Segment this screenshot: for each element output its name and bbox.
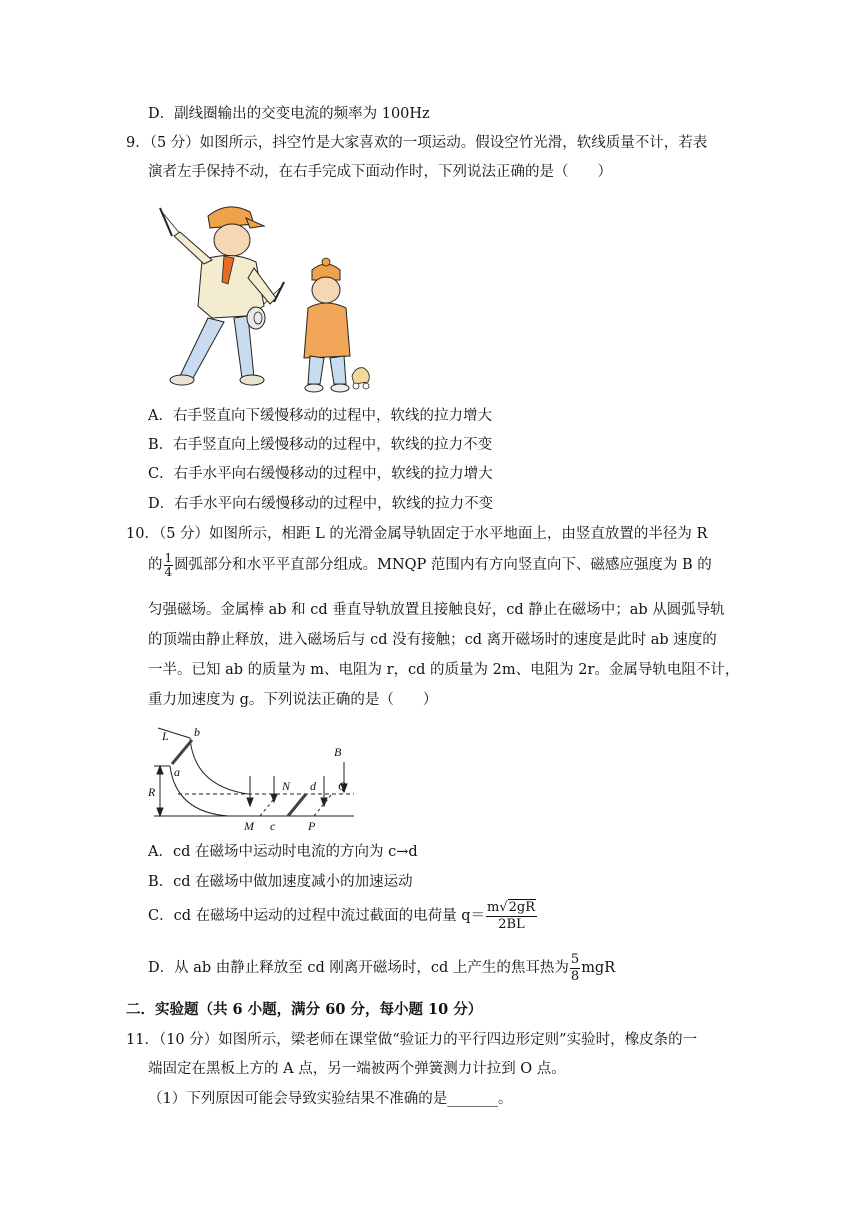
q9-option-d: D．右手水平向右缓慢移动的过程中，软线的拉力不变 <box>148 496 494 512</box>
q11-stem-line1: 11．（10 分）如图所示，梁老师在课堂做“验证力的平行四边形定则”实验时，橡皮条的一 <box>126 1032 698 1048</box>
q10-stem-line4: 的顶端由静止释放，进入磁场后与 cd 没有接触；cd 离开磁场时的速度是此时 ab 速度的 <box>148 632 717 648</box>
q10-option-c-text: C．cd 在磁场中运动的过程中流过截面的电荷量 q＝ <box>148 908 485 924</box>
label-c: c <box>270 819 276 833</box>
label-M: M <box>244 819 254 833</box>
heat-fraction <box>570 952 580 985</box>
rail-diagram <box>148 722 360 834</box>
q9-option-c: C．右手水平向右缓慢移动的过程中，软线的拉力增大 <box>148 466 493 482</box>
q10-stem-line5: 一半。已知 ab 的质量为 m、电阻为 r，cd 的质量为 2m、电阻为 2r。金属导轨电阻不计， <box>148 662 740 678</box>
heat-numerator: 5 <box>570 951 580 967</box>
q10-stem-line1: 10．（5 分）如图所示，相距 L 的光滑金属导轨固定于水平地面上，由竖直放置的半径为 R <box>126 526 708 542</box>
quarter-fraction <box>164 552 174 579</box>
q10-option-d <box>148 948 615 988</box>
q10-option-d-text: D．从 ab 由静止释放至 cd 刚离开磁场时，cd 上产生的焦耳热为 <box>148 960 569 976</box>
label-d: d <box>310 779 316 793</box>
q10-stem-line2 <box>148 548 712 582</box>
label-b: b <box>194 725 200 739</box>
label-B: B <box>334 745 342 759</box>
q9-option-a: A．右手竖直向下缓慢移动的过程中，软线的拉力增大 <box>148 408 492 424</box>
q10-stem-line3: 匀强磁场。金属棒 ab 和 cd 垂直导轨放置且接触良好，cd 静止在磁场中；ab 从圆弧导轨 <box>148 602 725 618</box>
label-R: R <box>148 785 156 799</box>
heat-denominator: 8 <box>570 968 580 984</box>
fraction-numerator: 1 <box>164 550 173 565</box>
label-P: P <box>308 819 316 833</box>
q10-stem-line6: 重力加速度为 g。下列说法正确的是（ ） <box>148 692 438 708</box>
label-a: a <box>174 765 180 779</box>
q9-option-b: B．右手竖直向上缓慢移动的过程中，软线的拉力不变 <box>148 437 493 453</box>
charge-numerator: m√2gR <box>487 899 536 915</box>
fraction-denominator: 4 <box>164 564 173 579</box>
q10-line2-pre: 的 <box>148 557 163 573</box>
label-Q: Q <box>338 779 347 793</box>
q10-option-d-tail: mgR <box>581 960 616 976</box>
q11-stem-line2: 端固定在黑板上方的 A 点，另一端被两个弹簧测力计拉到 O 点。 <box>148 1061 566 1077</box>
label-L: L <box>162 729 169 743</box>
charge-mass: m <box>487 899 500 915</box>
q10-line2-post: 圆弧部分和水平平直部分组成。MNQP 范围内有方向竖直向下、磁感应强度为 B 的 <box>174 557 712 573</box>
q10-option-c <box>148 896 538 936</box>
q10-option-b: B．cd 在磁场中做加速度减小的加速运动 <box>148 874 413 890</box>
diabolo-illustration <box>150 198 380 396</box>
q9-stem-line2: 演者左手保持不动，在右手完成下面动作时，下列说法正确的是（ ） <box>148 164 612 180</box>
charge-root: 2gR <box>508 899 536 915</box>
charge-fraction <box>486 900 537 933</box>
q9-stem-line1: 9．（5 分）如图所示，抖空竹是大家喜欢的一项运动。假设空竹光滑，软线质量不计，若表 <box>126 135 708 151</box>
q8-option-d: D．副线圈输出的交变电流的频率为 100Hz <box>148 106 430 122</box>
label-N: N <box>282 779 291 793</box>
charge-denominator: 2BL <box>498 916 525 932</box>
section-heading: 二．实验题（共 6 小题，满分 60 分，每小题 10 分） <box>126 1001 483 1018</box>
q10-option-a: A．cd 在磁场中运动时电流的方向为 c→d <box>148 844 418 860</box>
q11-subquestion-1: （1）下列原因可能会导致实验结果不准确的是_______。 <box>148 1091 513 1107</box>
